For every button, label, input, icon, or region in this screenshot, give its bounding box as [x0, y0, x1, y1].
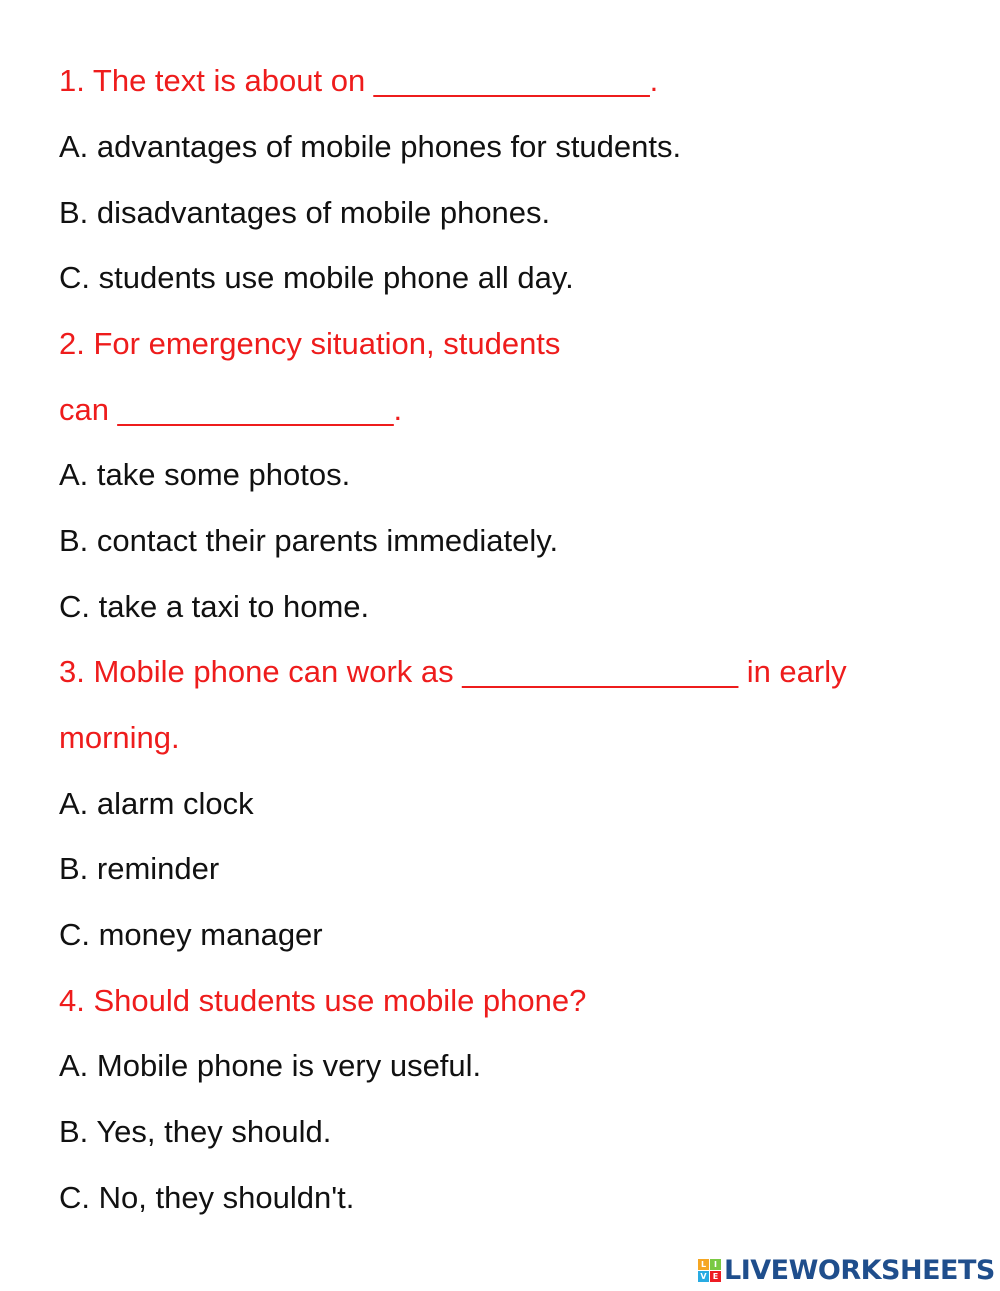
question-4-option-a[interactable]: A. Mobile phone is very useful. — [59, 1048, 482, 1083]
question-3-option-c[interactable]: C. money manager — [59, 917, 323, 952]
question-3-text-line-2: morning. — [59, 720, 180, 755]
question-2-text-line-2: can ________________. — [59, 392, 403, 427]
question-1-option-a[interactable]: A. advantages of mobile phones for students. — [59, 129, 682, 164]
question-3-option-b[interactable]: B. reminder — [59, 851, 220, 886]
liveworksheets-logo-text: LIVEWORKSHEETS — [724, 1254, 995, 1286]
logo-mark-i: I — [710, 1259, 721, 1270]
liveworksheets-logo — [698, 1254, 995, 1286]
question-1-text: 1. The text is about on ________________. — [59, 63, 659, 98]
question-4-text: 4. Should students use mobile phone? — [59, 983, 587, 1018]
question-1-option-c[interactable]: C. students use mobile phone all day. — [59, 260, 574, 295]
question-2-text-line-1: 2. For emergency situation, students — [59, 326, 561, 361]
question-2-option-b[interactable]: B. contact their parents immediately. — [59, 523, 559, 558]
liveworksheets-logo-icon — [698, 1259, 721, 1282]
question-2-option-c[interactable]: C. take a taxi to home. — [59, 589, 370, 624]
logo-mark-l: L — [698, 1259, 709, 1270]
logo-mark-v: V — [698, 1271, 709, 1282]
question-4-option-c[interactable]: C. No, they shouldn't. — [59, 1180, 355, 1215]
question-3-option-a[interactable]: A. alarm clock — [59, 786, 254, 821]
question-4-option-b[interactable]: B. Yes, they should. — [59, 1114, 332, 1149]
question-3-text-line-1: 3. Mobile phone can work as ________________ in early — [59, 654, 847, 689]
question-1-option-b[interactable]: B. disadvantages of mobile phones. — [59, 195, 551, 230]
question-2-option-a[interactable]: A. take some photos. — [59, 457, 351, 492]
logo-mark-e: E — [710, 1271, 721, 1282]
